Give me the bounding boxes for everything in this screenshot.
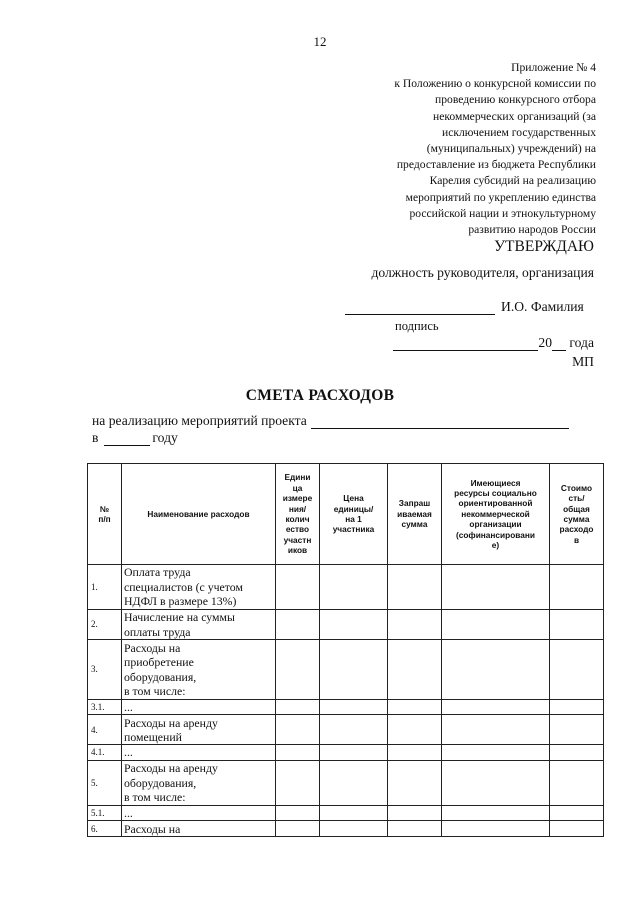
date-year-label: года — [566, 335, 594, 350]
empty-cell — [442, 715, 550, 745]
appendix-line: мероприятий по укреплению единства — [405, 190, 596, 204]
column-header — [550, 464, 604, 565]
table-row — [88, 565, 604, 610]
appendix-line: к Положению о конкурсной комиссии по — [394, 77, 596, 91]
date-blank — [393, 337, 538, 351]
column-header-text: е) — [491, 540, 500, 551]
expense-name-line: Оплата труда — [124, 565, 191, 580]
appendix-line: исключением государственных — [442, 125, 596, 139]
empty-cell — [276, 640, 320, 700]
column-header-text: в — [573, 534, 580, 545]
expense-name — [122, 821, 276, 837]
approver-name: И.О. Фамилия — [501, 299, 584, 314]
approval-title: УТВЕРЖДАЮ — [494, 238, 594, 255]
column-header-text: участника — [332, 524, 375, 535]
empty-cell — [276, 745, 320, 760]
empty-cell — [388, 745, 442, 760]
row-number: 2. — [88, 610, 122, 640]
expense-name-line: Расходы на аренду — [124, 715, 218, 730]
expense-name-line: специалистов (с учетом — [124, 579, 243, 594]
column-header — [88, 464, 122, 565]
table-row — [88, 715, 604, 745]
empty-cell — [442, 565, 550, 610]
empty-cell — [320, 610, 388, 640]
column-header — [442, 464, 550, 565]
table-row — [88, 805, 604, 820]
column-header-text: участн — [283, 534, 312, 545]
empty-cell — [550, 715, 604, 745]
column-header — [320, 464, 388, 565]
expense-name-line: оборудования, — [124, 775, 197, 790]
date-line — [393, 335, 594, 351]
expense-name-line: ... — [124, 745, 133, 760]
column-header-text: № — [99, 503, 110, 514]
expense-estimate-table — [87, 463, 604, 837]
year-blank — [552, 337, 566, 351]
expense-name — [122, 640, 276, 700]
expense-name-line: Начисление на суммы — [124, 610, 235, 625]
year-line — [92, 430, 178, 446]
expense-name — [122, 610, 276, 640]
expense-name — [122, 565, 276, 610]
project-line — [92, 413, 569, 429]
empty-cell — [276, 760, 320, 805]
expense-name — [122, 805, 276, 820]
column-header — [276, 464, 320, 565]
stamp-place: МП — [572, 354, 594, 369]
empty-cell — [550, 640, 604, 700]
table-row — [88, 760, 604, 805]
expense-name — [122, 745, 276, 760]
appendix-line: российской нации и этнокультурному — [409, 206, 596, 220]
row-number: 5.1. — [88, 805, 122, 820]
column-header-text: ца — [292, 482, 303, 493]
year-suffix: году — [152, 430, 178, 445]
column-header-text: Имеющиеся — [470, 477, 521, 488]
empty-cell — [320, 715, 388, 745]
column-header-text: Стоимо — [560, 482, 593, 493]
empty-cell — [442, 700, 550, 715]
approver-position: должность руководителя, организация — [371, 265, 594, 280]
expense-name — [122, 700, 276, 715]
empty-cell — [320, 745, 388, 760]
document-title: СМЕТА РАСХОДОВ — [245, 387, 395, 404]
table-row — [88, 745, 604, 760]
empty-cell — [388, 565, 442, 610]
column-header-text: ния/ — [288, 503, 307, 514]
empty-cell — [388, 610, 442, 640]
empty-cell — [320, 565, 388, 610]
column-header-text: на 1 — [345, 514, 362, 524]
row-number: 1. — [88, 565, 122, 610]
expense-name-line: оборудования, — [124, 669, 197, 684]
appendix-line: Приложение № 4 — [511, 61, 596, 74]
empty-cell — [276, 565, 320, 610]
row-number: 5. — [88, 760, 122, 805]
empty-cell — [320, 821, 388, 837]
empty-cell — [320, 640, 388, 700]
page-number: 12 — [313, 34, 327, 49]
column-header-text: Запраш — [398, 498, 431, 509]
expense-name-line: помещений — [124, 729, 182, 744]
row-number: 4.1. — [88, 745, 122, 760]
expense-name-line: Расходы на — [124, 821, 181, 836]
empty-cell — [388, 715, 442, 745]
appendix-line: предоставление из бюджета Республики — [396, 158, 596, 172]
empty-cell — [442, 760, 550, 805]
empty-cell — [550, 805, 604, 820]
empty-cell — [276, 821, 320, 837]
column-header-text: ество — [285, 524, 310, 535]
column-header-text: общая — [563, 503, 590, 514]
empty-cell — [550, 745, 604, 760]
empty-cell — [442, 745, 550, 760]
empty-cell — [442, 821, 550, 837]
empty-cell — [276, 715, 320, 745]
table-row — [88, 700, 604, 715]
empty-cell — [276, 805, 320, 820]
column-header-text: сумма — [563, 514, 590, 524]
table-row — [88, 640, 604, 700]
row-number: 3.1. — [88, 700, 122, 715]
column-header-text: ориентированной — [458, 498, 533, 509]
empty-cell — [442, 610, 550, 640]
expense-name-line: ... — [124, 805, 133, 820]
column-header-text: сть/ — [568, 493, 585, 504]
empty-cell — [388, 640, 442, 700]
expense-name-line: в том числе: — [124, 683, 186, 698]
column-header — [388, 464, 442, 565]
expense-name-line: приобретение — [124, 655, 194, 670]
expense-name-line: ... — [124, 700, 133, 714]
signature-blank — [345, 301, 495, 315]
column-header-text: иков — [287, 545, 308, 556]
table-row — [88, 610, 604, 640]
column-header-text: колич — [285, 514, 310, 524]
empty-cell — [550, 565, 604, 610]
empty-cell — [442, 640, 550, 700]
column-header-text: иваемая — [397, 508, 432, 519]
empty-cell — [320, 700, 388, 715]
empty-cell — [442, 805, 550, 820]
appendix-note — [336, 60, 596, 238]
column-header-text: (софинансировани — [455, 529, 535, 540]
appendix-line: проведению конкурсного отбора — [435, 93, 596, 107]
empty-cell — [388, 760, 442, 805]
row-number: 3. — [88, 640, 122, 700]
appendix-line: (муниципальных) учреждений) на — [426, 142, 596, 156]
empty-cell — [388, 805, 442, 820]
table-row — [88, 821, 604, 837]
year-prefix: в — [92, 430, 99, 445]
row-number: 6. — [88, 821, 122, 837]
project-label: на реализацию мероприятий проекта — [92, 413, 307, 428]
column-header-text: расходо — [559, 524, 594, 535]
column-header-text: Цена — [343, 493, 364, 504]
empty-cell — [388, 700, 442, 715]
column-header-text: сумма — [401, 519, 428, 530]
expense-name — [122, 715, 276, 745]
signature-line — [345, 299, 584, 315]
empty-cell — [276, 700, 320, 715]
empty-cell — [550, 760, 604, 805]
project-blank — [311, 415, 569, 429]
column-header-text: измере — [282, 493, 313, 504]
expense-name-line: НДФЛ в размере 13%) — [124, 594, 237, 609]
column-header-text: некоммерческой — [461, 508, 530, 519]
empty-cell — [550, 821, 604, 837]
table-header-row — [88, 464, 604, 565]
column-header — [122, 464, 276, 565]
row-number: 4. — [88, 715, 122, 745]
empty-cell — [550, 610, 604, 640]
empty-cell — [550, 700, 604, 715]
empty-cell — [320, 805, 388, 820]
empty-cell — [388, 821, 442, 837]
date-century: 20 — [538, 335, 552, 350]
expense-name-line: в том числе: — [124, 790, 186, 805]
column-header-text: ресурсы социально — [454, 487, 537, 498]
empty-cell — [276, 610, 320, 640]
year-blank-field — [104, 432, 150, 446]
column-header-text: п/п — [98, 514, 111, 524]
column-header-text: Наименование расходов — [147, 508, 250, 519]
column-header-text: единицы/ — [333, 503, 374, 514]
appendix-line: Карелия субсидий на реализацию — [429, 174, 596, 188]
appendix-line: развитию народов России — [468, 223, 596, 237]
expense-name-line: оплаты труда — [124, 624, 191, 639]
expense-name-line: Расходы на — [124, 640, 181, 655]
column-header-text: организации — [469, 519, 522, 530]
signature-caption: подпись — [395, 319, 439, 333]
empty-cell — [320, 760, 388, 805]
column-header-text: Едини — [284, 472, 311, 483]
expense-name — [122, 760, 276, 805]
appendix-line: некоммерческих организаций (за — [433, 109, 596, 123]
expense-name-line: Расходы на аренду — [124, 761, 218, 776]
